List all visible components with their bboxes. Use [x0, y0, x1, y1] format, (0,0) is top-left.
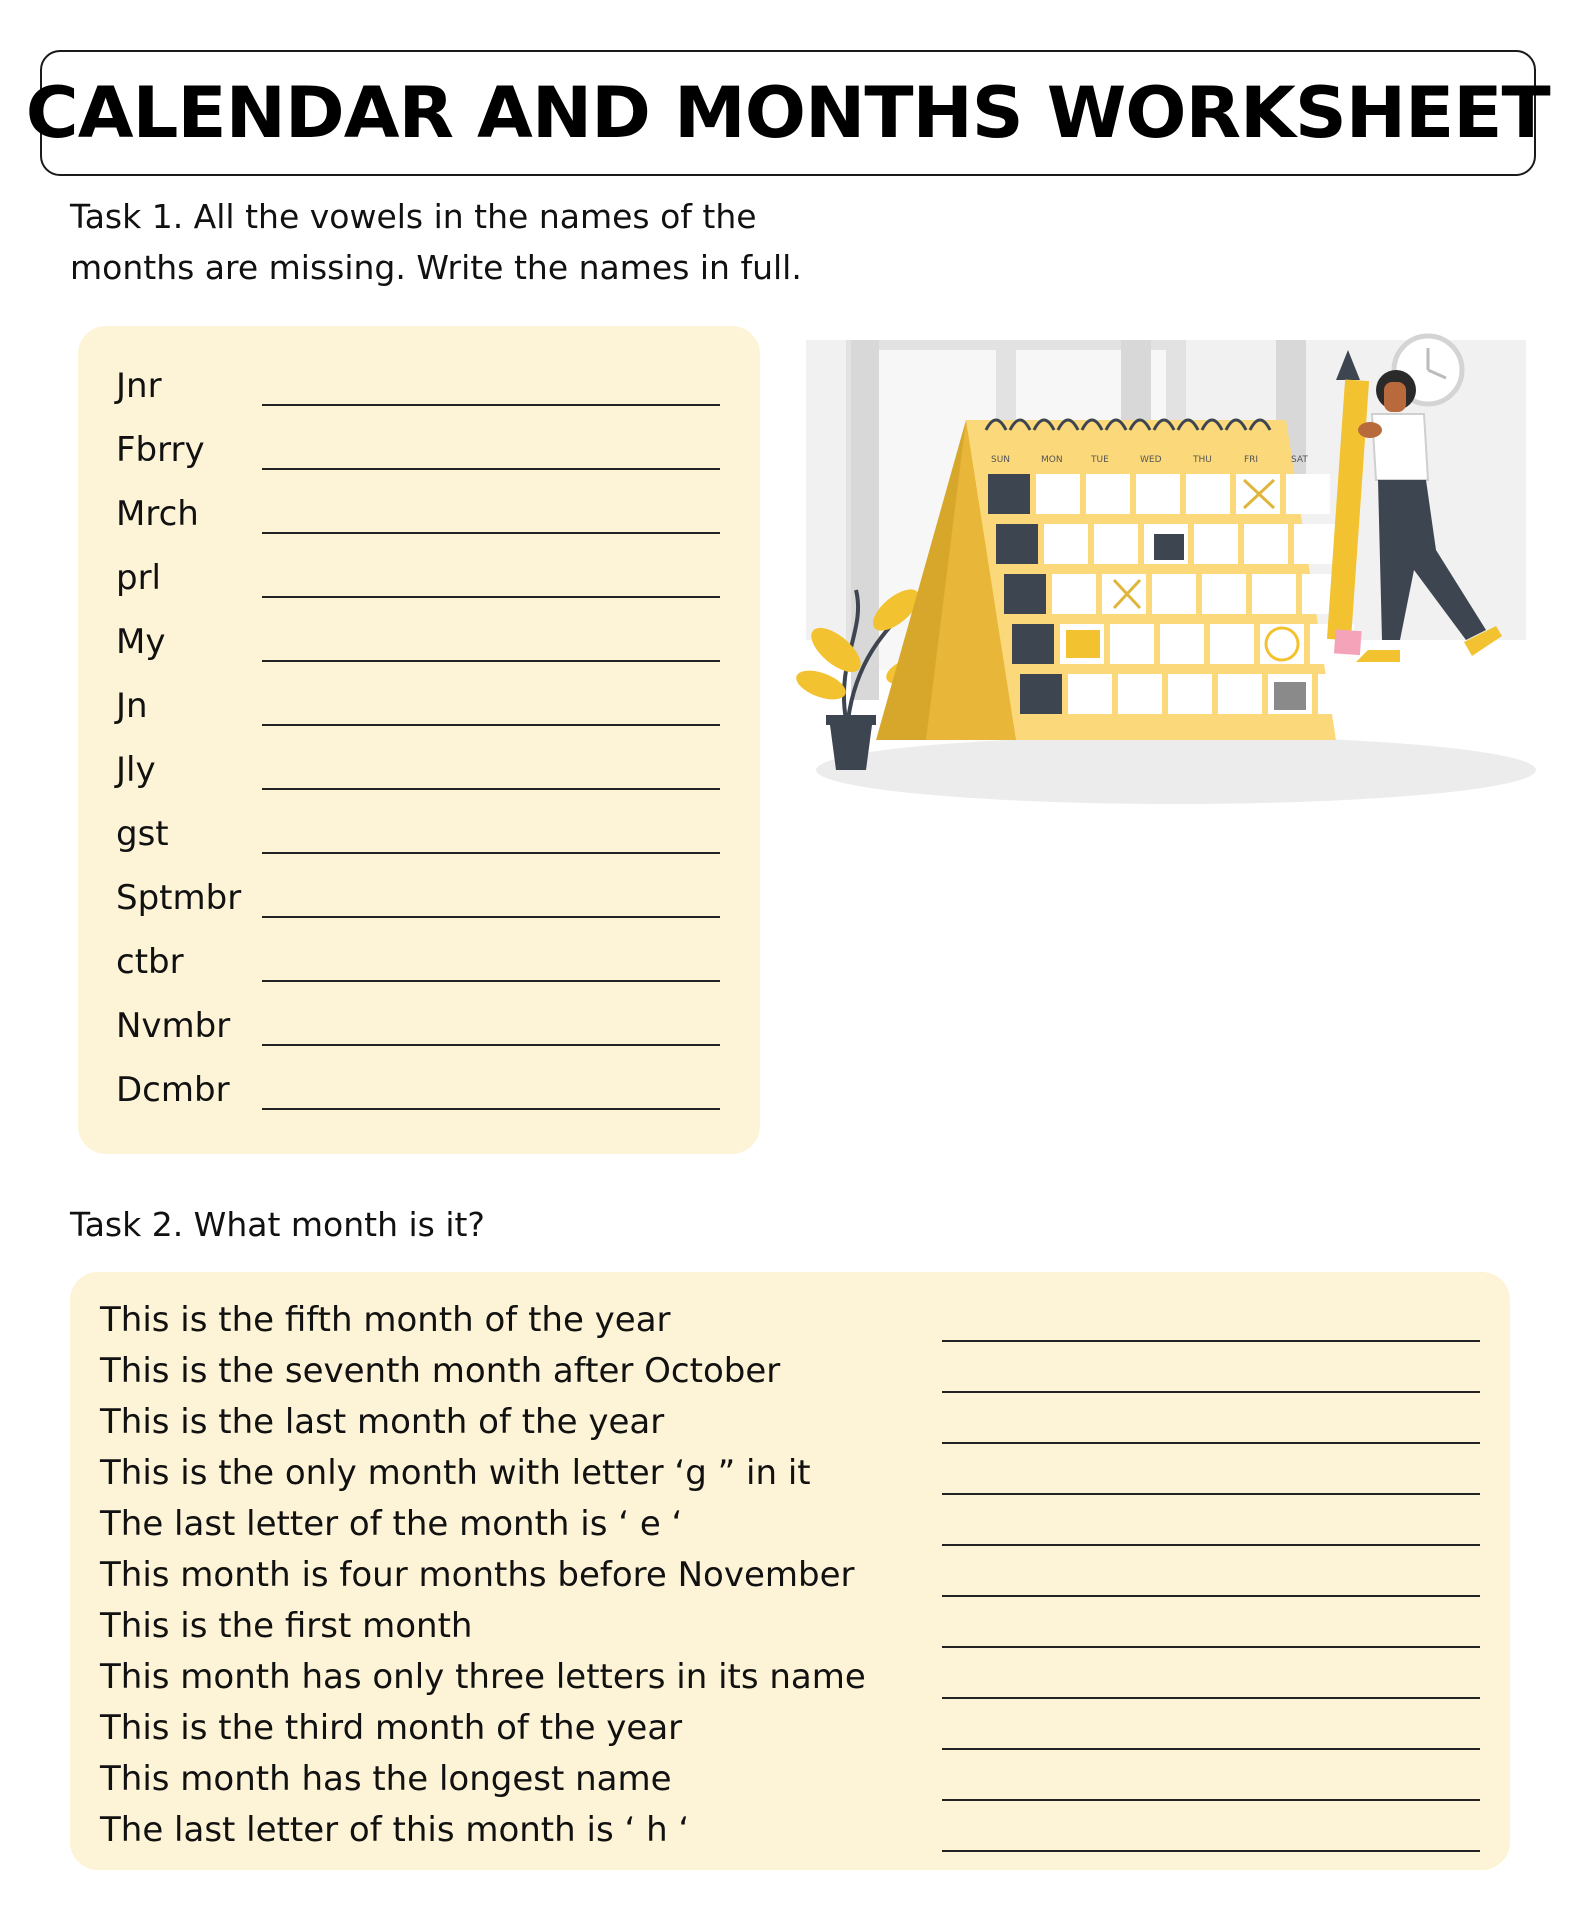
answer-line[interactable] — [942, 1340, 1480, 1342]
answer-line[interactable] — [942, 1646, 1480, 1648]
task1-heading: Task 1. All the vowels in the names of the months are missing. Write the names in full. — [70, 197, 802, 287]
title-box — [26, 50, 1550, 176]
weekday-label: THU — [1193, 455, 1212, 465]
scrambled-month: Sptmbr — [116, 878, 242, 918]
month-row — [78, 550, 760, 614]
weekday-label: TUE — [1091, 455, 1109, 465]
scrambled-month: Dcmbr — [116, 1070, 230, 1110]
month-row — [78, 614, 760, 678]
answer-line[interactable] — [942, 1391, 1480, 1393]
clue-text: This is the only month with letter ‘g ” in it — [100, 1453, 811, 1493]
clue-row — [70, 1549, 1510, 1600]
scrambled-month: Jn — [116, 686, 148, 726]
scrambled-month: Jnr — [116, 366, 162, 406]
answer-line[interactable] — [262, 788, 720, 790]
task1-panel — [78, 326, 760, 1154]
answer-line[interactable] — [262, 1108, 720, 1110]
calendar-grid — [988, 474, 1362, 714]
clue-row — [70, 1702, 1510, 1753]
answer-line[interactable] — [942, 1595, 1480, 1597]
task2-heading: Task 2. What month is it? — [70, 1205, 485, 1244]
weekday-label: MON — [1041, 455, 1063, 465]
month-row — [78, 806, 760, 870]
clue-row — [70, 1651, 1510, 1702]
answer-line[interactable] — [262, 724, 720, 726]
answer-line[interactable] — [262, 1044, 720, 1046]
scrambled-month: Fbrry — [116, 430, 205, 470]
clue-text: This is the last month of the year — [100, 1402, 665, 1442]
clue-row — [70, 1396, 1510, 1447]
clue-text: The last letter of the month is ‘ e ‘ — [100, 1504, 683, 1544]
worksheet-title: CALENDAR AND MONTHS WORKSHEET — [26, 72, 1550, 154]
clue-row — [70, 1294, 1510, 1345]
weekday-label: SUN — [991, 455, 1011, 465]
scrambled-month: Jly — [116, 750, 156, 790]
clue-row — [70, 1600, 1510, 1651]
task2-panel — [70, 1272, 1510, 1870]
clue-row — [70, 1447, 1510, 1498]
answer-line[interactable] — [262, 532, 720, 534]
answer-line[interactable] — [262, 404, 720, 406]
scrambled-month: Mrch — [116, 494, 199, 534]
month-row — [78, 742, 760, 806]
clue-row — [70, 1498, 1510, 1549]
answer-line[interactable] — [262, 980, 720, 982]
clue-text: This month has only three letters in its name — [100, 1657, 866, 1697]
answer-line[interactable] — [262, 916, 720, 918]
answer-line[interactable] — [262, 596, 720, 598]
clue-text: This is the third month of the year — [100, 1708, 683, 1748]
weekday-label: WED — [1140, 455, 1162, 465]
clue-text: This is the fifth month of the year — [100, 1300, 671, 1340]
answer-line[interactable] — [942, 1442, 1480, 1444]
month-row — [78, 422, 760, 486]
clue-text: This month has the longest name — [100, 1759, 672, 1799]
scrambled-month: ctbr — [116, 942, 184, 982]
month-row — [78, 358, 760, 422]
answer-line[interactable] — [942, 1544, 1480, 1546]
calendar-illustration — [796, 330, 1542, 810]
clue-row — [70, 1753, 1510, 1804]
answer-line[interactable] — [262, 852, 720, 854]
scrambled-month: My — [116, 622, 166, 662]
answer-line[interactable] — [942, 1748, 1480, 1750]
month-row — [78, 486, 760, 550]
scrambled-month: prl — [116, 558, 162, 598]
answer-line[interactable] — [262, 660, 720, 662]
month-row — [78, 998, 760, 1062]
clue-text: The last letter of this month is ‘ h ‘ — [100, 1810, 690, 1850]
weekday-label: SAT — [1291, 455, 1308, 465]
answer-line[interactable] — [262, 468, 720, 470]
clue-row — [70, 1804, 1510, 1855]
answer-line[interactable] — [942, 1799, 1480, 1801]
clue-row — [70, 1345, 1510, 1396]
clue-text: This month is four months before November — [100, 1555, 855, 1595]
month-row — [78, 678, 760, 742]
month-row — [78, 1062, 760, 1126]
weekday-label: FRI — [1244, 455, 1259, 465]
answer-line[interactable] — [942, 1850, 1480, 1852]
clue-text: This is the seventh month after October — [100, 1351, 781, 1391]
answer-line[interactable] — [942, 1697, 1480, 1699]
month-row — [78, 870, 760, 934]
scrambled-month: Nvmbr — [116, 1006, 231, 1046]
month-row — [78, 934, 760, 998]
clue-text: This is the first month — [100, 1606, 473, 1646]
answer-line[interactable] — [942, 1493, 1480, 1495]
floor-shadow — [816, 736, 1536, 804]
scrambled-month: gst — [116, 814, 169, 854]
